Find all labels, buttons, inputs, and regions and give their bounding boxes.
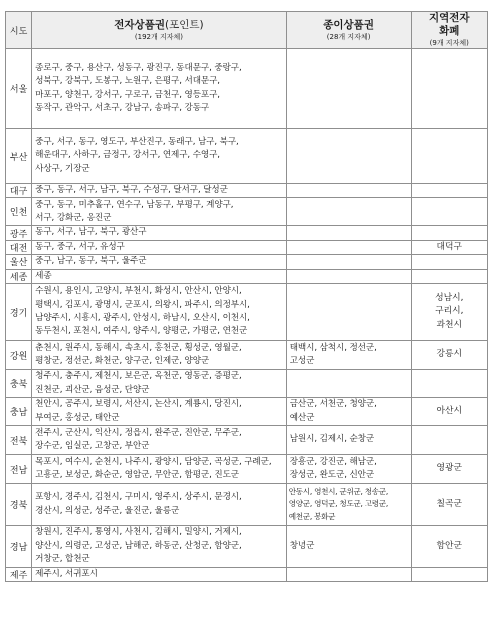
header-paper-sub: (28개 지자체): [326, 32, 371, 41]
local-currency-cell: [411, 341, 488, 370]
local-currency-cell: [411, 269, 488, 283]
region-cell: 제주: [6, 568, 32, 582]
header-electronic-suffix: (포인트): [164, 18, 204, 31]
voucher-table: [5, 11, 488, 582]
electronic-voucher-cell-line: 거창군, 합천군: [35, 554, 90, 565]
table-row: [6, 49, 488, 129]
electronic-voucher-cell: [32, 341, 287, 370]
table-row: [6, 284, 488, 341]
electronic-voucher-cell-line: 목포시, 여수시, 순천시, 나주시, 광양시, 담양군, 곡성군, 구례군,: [35, 456, 272, 467]
table-row: [6, 426, 488, 455]
electronic-voucher-cell-line: 사상구, 기장군: [35, 163, 90, 174]
header-electronic: [32, 12, 287, 49]
local-currency-cell-line: 성남시,: [435, 292, 464, 303]
electronic-voucher-cell-line: 해운대구, 사하구, 금정구, 강서구, 연제구, 수영구,: [35, 150, 220, 161]
region-cell: 전남: [6, 455, 32, 484]
header-paper: [286, 12, 411, 49]
electronic-voucher-cell-line: 전주시, 군산시, 익산시, 정읍시, 완주군, 진안군, 무주군,: [35, 427, 242, 438]
header-local-title-1: 지역전자: [428, 12, 470, 24]
table-row: [6, 269, 488, 283]
region-cell: 경기: [6, 284, 32, 341]
paper-voucher-cell-line: 고성군: [289, 356, 315, 367]
electronic-voucher-cell: [32, 370, 287, 398]
local-currency-cell-line: 영광군: [436, 463, 462, 474]
electronic-voucher-cell-line: 고흥군, 보성군, 화순군, 영암군, 무안군, 함평군, 진도군: [35, 470, 239, 481]
table-row: [6, 240, 488, 254]
electronic-voucher-cell-line: 포항시, 경주시, 김천시, 구미시, 영주시, 상주시, 문경시,: [35, 492, 242, 503]
local-currency-cell-line: 함안군: [436, 540, 462, 551]
local-currency-cell: [411, 398, 488, 426]
paper-voucher-cell-line: 예산군: [289, 412, 315, 423]
local-currency-cell: [411, 255, 488, 269]
electronic-voucher-cell-line: 제주시, 서귀포시: [35, 569, 98, 580]
region-cell: 전북: [6, 426, 32, 455]
local-currency-cell-line: 칠곡군: [436, 498, 462, 509]
electronic-voucher-cell: [32, 184, 287, 198]
local-currency-cell: [411, 370, 488, 398]
table-row: [6, 341, 488, 370]
paper-voucher-cell-line: 태백시, 삼척시, 정선군,: [289, 342, 377, 353]
electronic-voucher-cell-line: 중구, 동구, 서구, 남구, 북구, 수성구, 달서구, 달성군: [35, 185, 228, 195]
electronic-voucher-cell-line: 중구, 서구, 동구, 영도구, 부산진구, 동래구, 남구, 북구,: [35, 136, 239, 147]
electronic-voucher-cell-line: 중구, 동구, 미추홀구, 연수구, 남동구, 부평구, 계양구,: [35, 199, 234, 210]
electronic-voucher-cell-line: 청주시, 충주시, 제천시, 보은군, 옥천군, 영동군, 증평군,: [35, 371, 242, 382]
table-row: [6, 398, 488, 426]
table-row: [6, 184, 488, 198]
paper-voucher-cell: [286, 269, 411, 283]
table-row: [6, 226, 488, 240]
local-currency-cell-line: 대덕구: [436, 241, 462, 252]
paper-voucher-cell: [286, 484, 411, 526]
electronic-voucher-cell-line: 부여군, 홍성군, 태안군: [35, 412, 120, 423]
paper-voucher-cell: [286, 226, 411, 240]
electronic-voucher-cell-line: 천안시, 공주시, 보령시, 서산시, 논산시, 계룡시, 당진시,: [35, 399, 242, 410]
electronic-voucher-cell-line: 성북구, 강북구, 도봉구, 노원구, 은평구, 서대문구,: [35, 76, 220, 87]
local-currency-cell: [411, 226, 488, 240]
electronic-voucher-cell: [32, 426, 287, 455]
local-currency-cell: [411, 426, 488, 455]
table-row: [6, 484, 488, 526]
electronic-voucher-cell: [32, 129, 287, 184]
paper-voucher-cell: [286, 370, 411, 398]
header-row: [6, 12, 488, 49]
electronic-voucher-cell-line: 종로구, 중구, 용산구, 성동구, 광진구, 동대문구, 중랑구,: [35, 62, 242, 73]
paper-voucher-cell: [286, 284, 411, 341]
paper-voucher-cell: [286, 398, 411, 426]
electronic-voucher-cell: [32, 198, 287, 226]
paper-voucher-cell-line: 영양군, 영덕군, 청도군, 고령군,: [288, 499, 388, 509]
table-row: [6, 255, 488, 269]
electronic-voucher-cell: [32, 49, 287, 129]
paper-voucher-cell: [286, 455, 411, 484]
electronic-voucher-cell: [32, 226, 287, 240]
local-currency-cell-line: 아산시: [436, 405, 462, 416]
table-row: [6, 455, 488, 484]
local-currency-cell: [411, 240, 488, 254]
paper-voucher-cell-line: 금산군, 서천군, 청양군,: [289, 399, 377, 410]
electronic-voucher-cell-line: 평택시, 김포시, 광명시, 군포시, 의왕시, 파주시, 의정부시,: [35, 299, 250, 310]
region-cell: 대구: [6, 184, 32, 198]
header-local: [411, 12, 488, 49]
electronic-voucher-cell: [32, 526, 287, 568]
header-local-title-2: 화폐: [439, 25, 460, 37]
paper-voucher-cell: [286, 240, 411, 254]
region-cell: 광주: [6, 226, 32, 240]
electronic-voucher-cell: [32, 568, 287, 582]
electronic-voucher-cell-line: 마포구, 양천구, 강서구, 구로구, 금천구, 영등포구,: [35, 89, 220, 100]
region-cell: 인천: [6, 198, 32, 226]
electronic-voucher-cell: [32, 455, 287, 484]
local-currency-cell: [411, 184, 488, 198]
paper-voucher-cell: [286, 49, 411, 129]
paper-voucher-cell: [286, 198, 411, 226]
paper-voucher-cell: [286, 129, 411, 184]
header-electronic-sub: (192개 지자체): [134, 32, 183, 41]
electronic-voucher-cell-line: 세종: [35, 270, 52, 281]
local-currency-cell-line: 과천시: [436, 319, 462, 330]
local-currency-cell: [411, 484, 488, 526]
paper-voucher-cell: [286, 255, 411, 269]
table-row: [6, 198, 488, 226]
region-cell: 충북: [6, 370, 32, 398]
electronic-voucher-cell-line: 장수군, 임실군, 고창군, 부안군: [35, 441, 150, 452]
electronic-voucher-cell-line: 서구, 강화군, 옹진군: [35, 212, 112, 223]
electronic-voucher-cell-line: 경산시, 의성군, 성주군, 울진군, 울릉군: [35, 505, 180, 516]
electronic-voucher-cell-line: 양산시, 의령군, 고성군, 남해군, 하동군, 산청군, 함양군,: [35, 540, 242, 551]
paper-voucher-cell-line: 남원시, 김제시, 순창군: [289, 434, 375, 445]
electronic-voucher-cell-line: 동구, 중구, 서구, 유성구: [35, 241, 125, 252]
region-cell: 경북: [6, 484, 32, 526]
electronic-voucher-cell-line: 동작구, 관악구, 서초구, 강남구, 송파구, 강동구: [35, 102, 210, 113]
paper-voucher-cell: [286, 426, 411, 455]
region-cell: 충남: [6, 398, 32, 426]
paper-voucher-cell: [286, 526, 411, 568]
region-cell: 경남: [6, 526, 32, 568]
local-currency-cell-line: 구리시,: [435, 306, 464, 317]
paper-voucher-cell-line: 장흥군, 강진군, 해남군,: [289, 456, 377, 467]
region-cell: 세종: [6, 269, 32, 283]
table-row: [6, 526, 488, 568]
region-cell: 대전: [6, 240, 32, 254]
electronic-voucher-cell-line: 창원시, 진주시, 통영시, 사천시, 김해시, 밀양시, 거제시,: [35, 527, 242, 538]
paper-voucher-cell: [286, 184, 411, 198]
paper-voucher-cell-line: 예천군, 봉화군: [288, 511, 336, 521]
electronic-voucher-cell-line: 중구, 남구, 동구, 북구, 울주군: [35, 256, 147, 267]
header-paper-title: 종이상품권: [323, 18, 374, 31]
electronic-voucher-cell: [32, 284, 287, 341]
electronic-voucher-cell-line: 평창군, 정선군, 화천군, 양구군, 인제군, 양양군: [35, 356, 210, 367]
paper-voucher-cell-line: 창녕군: [289, 540, 315, 551]
electronic-voucher-cell: [32, 484, 287, 526]
electronic-voucher-cell: [32, 240, 287, 254]
region-cell: 부산: [6, 129, 32, 184]
electronic-voucher-cell-line: 수원시, 용인시, 고양시, 부천시, 화성시, 안산시, 안양시,: [35, 286, 242, 297]
region-cell: 울산: [6, 255, 32, 269]
electronic-voucher-cell: [32, 269, 287, 283]
electronic-voucher-cell-line: 남양주시, 시흥시, 광주시, 안성시, 하남시, 오산시, 이천시,: [35, 313, 250, 324]
paper-voucher-cell: [286, 568, 411, 582]
header-electronic-title: 전자상품권: [114, 18, 165, 31]
local-currency-cell-line: 강릉시: [436, 349, 462, 360]
local-currency-cell: [411, 526, 488, 568]
paper-voucher-cell-line: 안동시, 영천시, 군위군, 청송군,: [288, 487, 388, 497]
electronic-voucher-cell: [32, 255, 287, 269]
table-row: [6, 129, 488, 184]
local-currency-cell: [411, 49, 488, 129]
local-currency-cell: [411, 455, 488, 484]
region-cell: 강원: [6, 341, 32, 370]
header-region: 시도: [6, 12, 32, 49]
paper-voucher-cell: [286, 341, 411, 370]
electronic-voucher-cell-line: 춘천시, 원주시, 동해시, 속초시, 홍천군, 횡성군, 영월군,: [35, 342, 242, 353]
header-local-sub: (9개 지자체): [429, 39, 469, 47]
electronic-voucher-cell-line: 동두천시, 포천시, 여주시, 양주시, 양평군, 가평군, 연천군: [35, 326, 248, 337]
local-currency-cell: [411, 568, 488, 582]
table-row: [6, 568, 488, 582]
local-currency-cell: [411, 284, 488, 341]
local-currency-cell: [411, 129, 488, 184]
table-row: [6, 370, 488, 398]
electronic-voucher-cell-line: 동구, 서구, 남구, 북구, 광산구: [35, 227, 147, 238]
region-cell: 서울: [6, 49, 32, 129]
electronic-voucher-cell-line: 진천군, 괴산군, 음성군, 단양군: [35, 384, 150, 395]
paper-voucher-cell-line: 장성군, 완도군, 신안군: [289, 470, 375, 481]
electronic-voucher-cell: [32, 398, 287, 426]
local-currency-cell: [411, 198, 488, 226]
